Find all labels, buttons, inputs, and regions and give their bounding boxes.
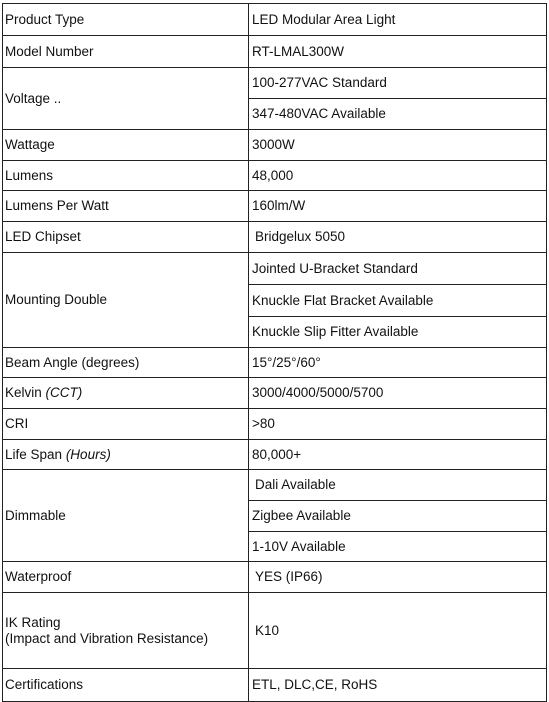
spec-value: 160lm/W: [249, 191, 547, 222]
spec-label-sub: (Impact and Vibration Resistance): [5, 630, 209, 646]
table-row: [3, 470, 547, 501]
spec-value: YES (IP66): [249, 562, 547, 593]
table-row: [3, 68, 547, 99]
table-row: [3, 36, 547, 68]
spec-label: LED Chipset: [3, 222, 249, 253]
spec-label: CRI: [3, 409, 249, 440]
spec-value: 347-480VAC Available: [249, 99, 547, 130]
spec-value: ETL, DLC,CE, RoHS: [249, 669, 547, 702]
spec-value: Jointed U-Bracket Standard: [249, 253, 547, 285]
table-row: [3, 562, 547, 593]
table-row: [3, 440, 547, 470]
table-row: [3, 4, 547, 36]
spec-value: RT-LMAL300W: [249, 36, 547, 68]
spec-label: [3, 440, 249, 470]
spec-label-italic: (CCT): [45, 385, 83, 400]
spec-label-text: Kelvin: [5, 385, 42, 400]
spec-label: Voltage ..: [3, 68, 249, 130]
spec-value: K10: [249, 593, 547, 669]
spec-value: 100-277VAC Standard: [249, 68, 547, 99]
spec-value: Knuckle Flat Bracket Available: [249, 285, 547, 317]
table-row: [3, 348, 547, 378]
table-row: [3, 409, 547, 440]
spec-label-text: Life Span: [5, 446, 63, 462]
spec-label: Beam Angle (degrees): [3, 348, 249, 378]
table-row: [3, 378, 547, 409]
spec-value: Knuckle Slip Fitter Available: [249, 317, 547, 348]
spec-value: Zigbee Available: [249, 501, 547, 532]
spec-value: 1-10V Available: [249, 532, 547, 562]
spec-value: 80,000+: [249, 440, 547, 470]
table-row: [3, 130, 547, 161]
spec-label: Certifications: [3, 669, 249, 702]
spec-value: LED Modular Area Light: [249, 4, 547, 36]
spec-label: Dimmable: [3, 470, 249, 562]
spec-label: Lumens Per Watt: [3, 191, 249, 222]
table-row: [3, 669, 547, 702]
spec-label: Wattage: [3, 130, 249, 161]
spec-label: [3, 593, 249, 669]
spec-label: [3, 378, 249, 409]
spec-label: Lumens: [3, 161, 249, 191]
spec-value: Dali Available: [249, 470, 547, 501]
table-row: [3, 593, 547, 669]
spec-value: 3000/4000/5000/5700: [249, 378, 547, 409]
spec-value: 3000W: [249, 130, 547, 161]
spec-value: 48,000: [249, 161, 547, 191]
table-row: [3, 253, 547, 285]
table-row: [3, 222, 547, 253]
table-row: [3, 161, 547, 191]
spec-value: 15°/25°/60°: [249, 348, 547, 378]
spec-label: Product Type: [3, 4, 249, 36]
spec-value: >80: [249, 409, 547, 440]
spec-label: Waterproof: [3, 562, 249, 593]
spec-label: Model Number: [3, 36, 249, 68]
spec-table: [2, 3, 547, 702]
spec-label-text: IK Rating: [5, 614, 61, 630]
spec-value: Bridgelux 5050: [249, 222, 547, 253]
spec-label-italic: (Hours): [65, 446, 111, 462]
table-row: [3, 191, 547, 222]
spec-label: Mounting Double: [3, 253, 249, 348]
